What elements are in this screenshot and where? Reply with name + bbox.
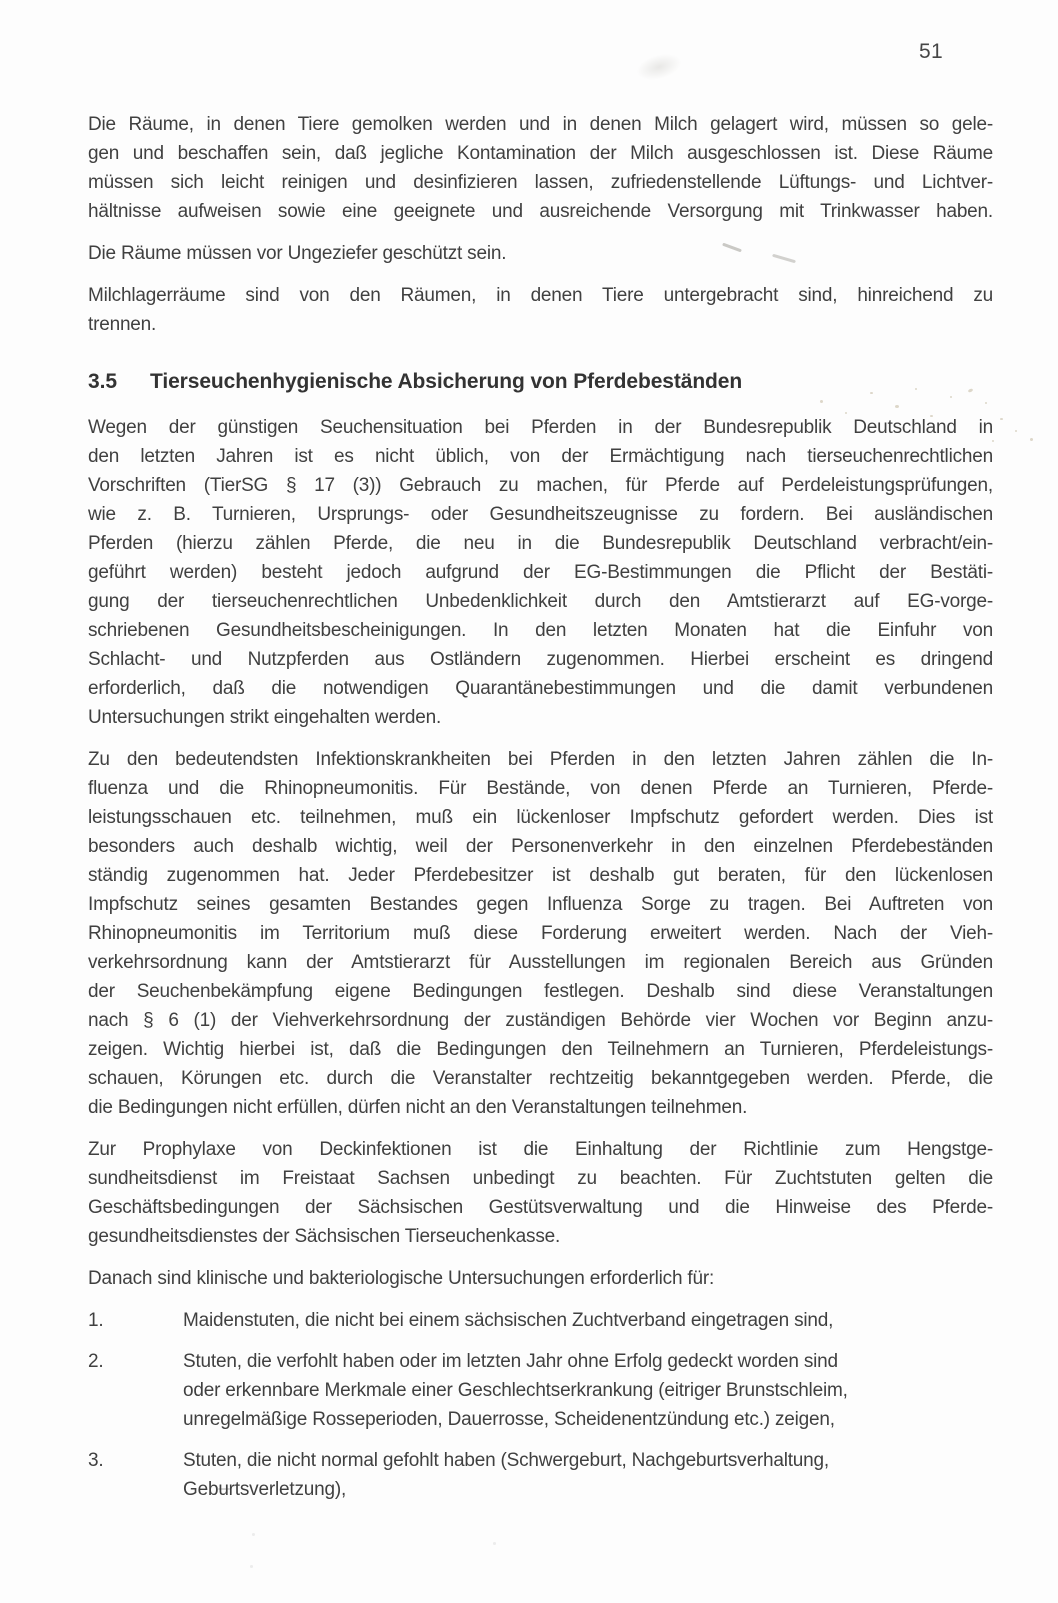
- text-line: fluenza und die Rhinopneumonitis. Für Bestände, von denen Pferde an Turnieren, Pferde-: [88, 778, 993, 799]
- list-item: [88, 1306, 993, 1335]
- text-line: Vorschriften (TierSG § 17 (3)) Gebrauch zu machen, für Pferde auf Perdeleistungsprüfungen,: [88, 475, 993, 496]
- list-item-number: 3.: [88, 1450, 104, 1471]
- text-line: oder erkennbare Merkmale einer Geschlechtserkrankung (eitriger Brunstschleim,: [183, 1380, 848, 1401]
- text-line: hältnisse aufweisen sowie eine geeignete und ausreichende Versorgung mit Trinkwasser haben.: [88, 201, 993, 222]
- paragraph-milk-storage-separation: [88, 281, 993, 339]
- text-line: den letzten Jahren ist es nicht üblich, von der Ermächtigung nach tierseuchenrechtlichen: [88, 446, 993, 467]
- list-item: [88, 1347, 993, 1434]
- paragraph-horse-disease-situation: [88, 413, 993, 732]
- text-line: Die Räume müssen vor Ungeziefer geschützt sein.: [88, 243, 507, 264]
- list-item-number: 2.: [88, 1351, 104, 1372]
- text-line: verkehrsordnung kann der Amtstierarzt für Ausstellungen im regionalen Bereich aus Gründen: [88, 952, 993, 973]
- text-line: müssen sich leicht reinigen und desinfizieren lassen, zufriedenstellende Lüftungs- und Lichtver-: [88, 172, 993, 193]
- scan-artifact: [250, 1565, 253, 1568]
- text-line: unregelmäßige Rosseperioden, Dauerrosse, Scheidenentzündung etc.) zeigen,: [183, 1409, 835, 1430]
- text-line: Wegen der günstigen Seuchensituation bei Pferden in der Bundesrepublik Deutschland in: [88, 417, 993, 438]
- text-line: schriebenen Gesundheitsbescheinigungen. In den letzten Monaten hat die Einfuhr von: [88, 620, 993, 641]
- text-line: zeigen. Wichtig hierbei ist, daß die Bedingungen den Teilnehmern an Turnieren, Pferdeleistungs-: [88, 1039, 993, 1060]
- text-line: Die Räume, in denen Tiere gemolken werden und in denen Milch gelagert wird, müssen so gele-: [88, 114, 993, 135]
- text-line: Stuten, die verfohlt haben oder im letzten Jahr ohne Erfolg gedeckt worden sind: [183, 1351, 838, 1372]
- paragraph-vermin-protection: [88, 239, 993, 268]
- list-item-text: [183, 1446, 993, 1504]
- paragraph-examinations-intro: [88, 1264, 993, 1293]
- text-line: Geschäftsbedingungen der Sächsischen Gestütsverwaltung und die Hinweise des Pferde-: [88, 1197, 993, 1218]
- text-line: die Bedingungen nicht erfüllen, dürfen nicht an den Veranstaltungen teilnehmen.: [88, 1097, 748, 1118]
- text-line: Geburtsverletzung),: [183, 1479, 347, 1500]
- text-line: leistungsschauen etc. teilnehmen, muß ein lückenloser Impfschutz gefordert werden. Dies ist: [88, 807, 993, 828]
- scan-artifact: [252, 1533, 255, 1536]
- text-line: der Seuchenbekämpfung eigene Bedingungen festlegen. Deshalb sind diese Veranstaltungen: [88, 981, 993, 1002]
- text-line: wie z. B. Turnieren, Ursprungs- oder Gesundheitszeugnisse zu fordern. Bei ausländischen: [88, 504, 993, 525]
- text-line: gesundheitsdienstes der Sächsischen Tierseuchenkasse.: [88, 1226, 561, 1247]
- page-number: 51: [919, 40, 943, 63]
- list-item: [88, 1446, 993, 1504]
- paragraph-milk-rooms: [88, 110, 993, 226]
- paragraph-mating-infection-prophylaxis: [88, 1135, 993, 1251]
- scan-artifact: [1030, 438, 1033, 441]
- text-line: ständig zugenommen hat. Jeder Pferdebesitzer ist deshalb gut beraten, für den lückenlosen: [88, 865, 993, 886]
- text-line: trennen.: [88, 314, 157, 335]
- text-line: sundheitsdienst im Freistaat Sachsen unbedingt zu beachten. Für Zuchtstuten gelten die: [88, 1168, 993, 1189]
- numbered-list: [88, 1306, 993, 1504]
- section-title: Tierseuchenhygienische Absicherung von Pferdebeständen: [150, 370, 743, 393]
- text-line: geführt werden) besteht jedoch aufgrund der EG-Bestimmungen die Pflicht der Bestäti-: [88, 562, 993, 583]
- text-line: Pferden (hierzu zählen Pferde, die neu in die Bundesrepublik Deutschland verbracht/ein-: [88, 533, 993, 554]
- paragraph-infectious-diseases: [88, 745, 993, 1122]
- text-line: schauen, Körungen etc. durch die Veranstalter rechtzeitig bekanntgegeben werden. Pferde, die: [88, 1068, 993, 1089]
- section-number: 3.5: [88, 370, 117, 393]
- list-item-text: [183, 1306, 993, 1335]
- text-line: Milchlagerräume sind von den Räumen, in denen Tiere untergebracht sind, hinreichend zu: [88, 285, 993, 306]
- scan-artifact: [1015, 430, 1017, 432]
- text-line: gen und beschaffen sein, daß jegliche Kontamination der Milch ausgeschlossen ist. Diese Räume: [88, 143, 993, 164]
- text-line: Maidenstuten, die nicht bei einem sächsischen Zuchtverband eingetragen sind,: [183, 1310, 834, 1331]
- text-line: erforderlich, daß die notwendigen Quarantänebestimmungen und die damit verbundenen: [88, 678, 993, 699]
- scan-artifact: [493, 1542, 496, 1545]
- text-line: nach § 6 (1) der Viehverkehrsordnung der zuständigen Behörde vier Wochen vor Beginn anzu-: [88, 1010, 993, 1031]
- text-line: Zur Prophylaxe von Deckinfektionen ist die Einhaltung der Richtlinie zum Hengstge-: [88, 1139, 993, 1160]
- list-item-text: [183, 1347, 993, 1434]
- text-line: Impfschutz seines gesamten Bestandes gegen Influenza Sorge zu tragen. Bei Auftreten von: [88, 894, 993, 915]
- text-line: gung der tierseuchenrechtlichen Unbedenklichkeit durch den Amtstierarzt auf EG-vorge-: [88, 591, 993, 612]
- text-line: Untersuchungen strikt eingehalten werden.: [88, 707, 442, 728]
- text-line: besonders auch deshalb wichtig, weil der Personenverkehr in den einzelnen Pferdebeständen: [88, 836, 993, 857]
- page-content: [88, 110, 993, 1516]
- text-line: Rhinopneumonitis im Territorium muß diese Forderung erweitert werden. Nach der Vieh-: [88, 923, 993, 944]
- text-line: Stuten, die nicht normal gefohlt haben (Schwergeburt, Nachgeburtsverhaltung,: [183, 1450, 829, 1471]
- section-heading: [88, 366, 993, 398]
- scan-artifact: [1000, 418, 1003, 420]
- scan-artifact: [634, 49, 685, 84]
- text-line: Zu den bedeutendsten Infektionskrankheiten bei Pferden in den letzten Jahren zählen die In-: [88, 749, 993, 770]
- list-item-number: 1.: [88, 1310, 104, 1331]
- text-line: Danach sind klinische und bakteriologische Untersuchungen erforderlich für:: [88, 1268, 715, 1289]
- text-line: Schlacht- und Nutzpferden aus Ostländern zugenommen. Hierbei erscheint es dringend: [88, 649, 993, 670]
